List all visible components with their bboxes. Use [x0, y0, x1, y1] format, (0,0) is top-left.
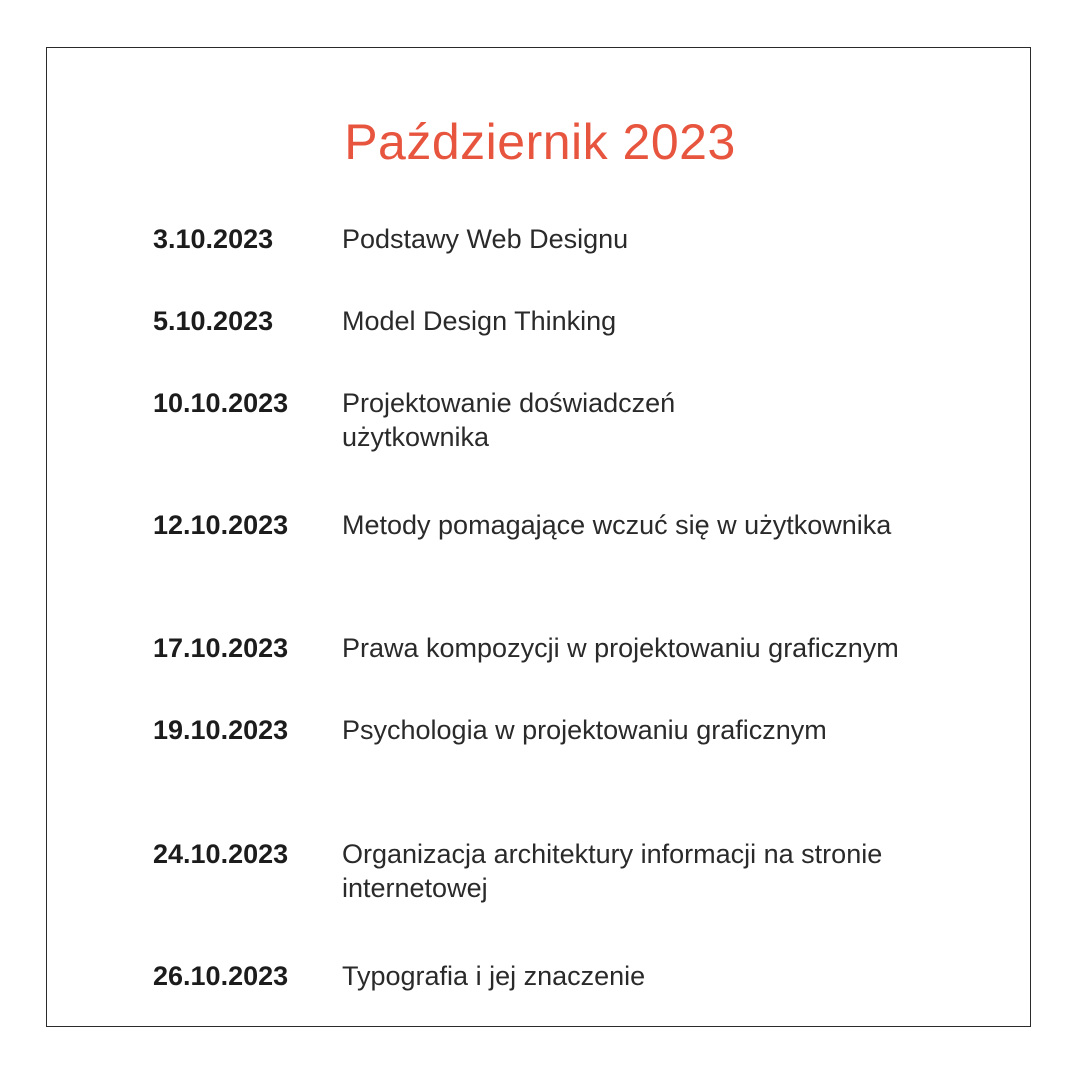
- schedule-date: 12.10.2023: [153, 510, 289, 540]
- schedule-date: 17.10.2023: [153, 633, 289, 663]
- schedule-topic: Podstawy Web Designu: [342, 224, 629, 254]
- schedule-topic: Projektowanie doświadczeń użytkownika: [342, 388, 676, 452]
- schedule-topic: Psychologia w projektowaniu graficznym: [342, 715, 827, 745]
- schedule-topic: Metody pomagające wczuć się w użytkownika: [342, 510, 892, 540]
- schedule-date: 10.10.2023: [153, 388, 289, 418]
- schedule-date: 5.10.2023: [153, 306, 274, 336]
- schedule-date: 26.10.2023: [153, 961, 289, 991]
- schedule-topic: Organizacja architektury informacji na stronie internetowej: [342, 839, 883, 903]
- schedule-topic: Model Design Thinking: [342, 306, 617, 336]
- schedule-topic: Typografia i jej znaczenie: [342, 961, 646, 991]
- schedule-date: 3.10.2023: [153, 224, 274, 254]
- schedule-date: 24.10.2023: [153, 839, 289, 869]
- schedule-date: 19.10.2023: [153, 715, 289, 745]
- page-title: Październik 2023: [344, 114, 736, 170]
- schedule-topic: Prawa kompozycji w projektowaniu graficznym: [342, 633, 899, 663]
